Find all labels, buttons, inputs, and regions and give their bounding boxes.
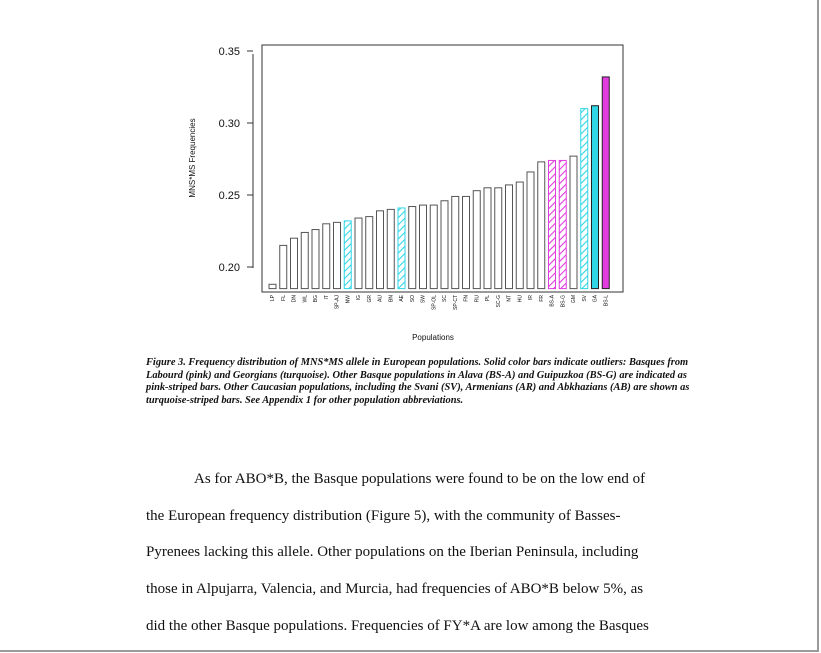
x-tick-label: GR: [366, 295, 373, 303]
bar-gr: [366, 217, 373, 289]
bar-ig: [355, 218, 362, 289]
x-tick-label: BS-A: [549, 295, 556, 307]
x-tick-label: IG: [356, 295, 362, 301]
x-tick-label: LP: [270, 295, 276, 302]
x-tick-label: IR: [528, 295, 534, 300]
x-tick-label: RU: [474, 295, 481, 303]
bar-sp-ol: [430, 205, 437, 289]
bar-sw: [420, 205, 427, 289]
bar-nt: [506, 185, 513, 289]
x-tick-label: GA: [592, 295, 599, 303]
figure-caption: Figure 3. Frequency distribution of MNS*MS allele in European populations. Solid color bars indicate outliers: Basques from Labourd (pink) and Georgians (turquoise). Other Basque populations in Alava (BS-A) and Guipuzkoa (BS-G) are indicated as pink-striped bars. Other Caucasian populations, including the Svani (SV), Armenians (AR) and Abkhazians (AB) are shown as turquoise-striped bars. See Appendix 1 for other population abbreviations.: [146, 357, 690, 406]
bar-bs-l: [602, 77, 609, 289]
x-tick-label: DN: [291, 295, 298, 303]
bar-bn: [387, 209, 394, 288]
bar-nw: [344, 221, 351, 289]
bar-sc-g: [495, 188, 502, 289]
bar-dn: [291, 238, 298, 288]
bar-so: [409, 207, 416, 289]
bar-fr: [538, 162, 545, 289]
x-tick-label: WL: [302, 295, 309, 303]
bar-bs-g: [559, 160, 566, 288]
bar-bg: [312, 230, 319, 289]
x-tick-label: SW: [420, 295, 427, 304]
body-line-5: did the other Basque populations. Frequencies of FY*A are low among the Basques: [146, 618, 649, 634]
bar-lp: [269, 284, 276, 288]
x-tick-label: SP-OL: [431, 295, 438, 311]
y-tick-label: 0.20: [218, 262, 240, 274]
bar-fn: [463, 196, 470, 288]
x-tick-label: SV: [581, 295, 588, 302]
x-tick-label: SP-CT: [452, 295, 459, 310]
bar-ae: [398, 208, 405, 289]
x-tick-label: SC-G: [495, 295, 502, 308]
x-tick-label: NW: [345, 295, 352, 304]
bar-it: [323, 224, 330, 289]
x-tick-label: BN: [388, 295, 395, 302]
bar-ru: [473, 191, 480, 289]
bar-gm: [570, 156, 577, 288]
y-axis-label: MNS*MS Frequencies: [188, 118, 197, 198]
x-tick-label: BS-L: [603, 295, 610, 307]
bar-sp-ct: [452, 196, 459, 288]
bar-fl: [280, 245, 287, 288]
x-tick-label: IT: [323, 295, 330, 300]
x-tick-label: FL: [280, 295, 287, 301]
x-tick-label: FR: [538, 295, 545, 302]
x-tick-label: BG: [313, 295, 319, 303]
y-tick-label: 0.35: [218, 46, 240, 58]
bar-sp-aj: [334, 222, 341, 288]
x-tick-label: FN: [463, 295, 470, 302]
y-tick-label: 0.30: [218, 118, 240, 130]
bar-pl: [484, 188, 491, 289]
x-tick-label: GM: [571, 295, 577, 304]
y-tick-label: 0.25: [218, 190, 240, 202]
body-line-4: those in Alpujarra, Valencia, and Murcia, had frequencies of ABO*B below 5%, as: [146, 581, 644, 597]
x-tick-label: PL: [485, 295, 491, 302]
body-line-3: Pyrenees lacking this allele. Other populations on the Iberian Peninsula, including: [146, 544, 639, 560]
x-tick-label: NT: [506, 295, 513, 302]
bar-ga: [592, 106, 599, 289]
x-axis-label: Populations: [412, 333, 454, 342]
x-tick-label: HU: [517, 295, 524, 303]
body-line-1: As for ABO*B, the Basque populations were found to be on the low end of: [194, 471, 646, 487]
x-tick-label: SC: [442, 295, 448, 302]
bar-wl: [301, 232, 308, 288]
x-tick-label: AE: [399, 295, 405, 302]
bar-sv: [581, 109, 588, 289]
bar-bs-a: [549, 160, 556, 288]
x-tick-label: AU: [377, 295, 384, 302]
bar-ir: [527, 172, 534, 289]
body-line-2: the European frequency distribution (Figure 5), with the community of Basses-: [146, 508, 621, 524]
x-tick-label: BS-G: [560, 295, 567, 308]
x-tick-label: SP-AJ: [334, 295, 341, 310]
x-tick-label: SO: [409, 295, 416, 303]
bar-sc: [441, 201, 448, 289]
bar-hu: [516, 182, 523, 289]
bar-au: [377, 211, 384, 289]
